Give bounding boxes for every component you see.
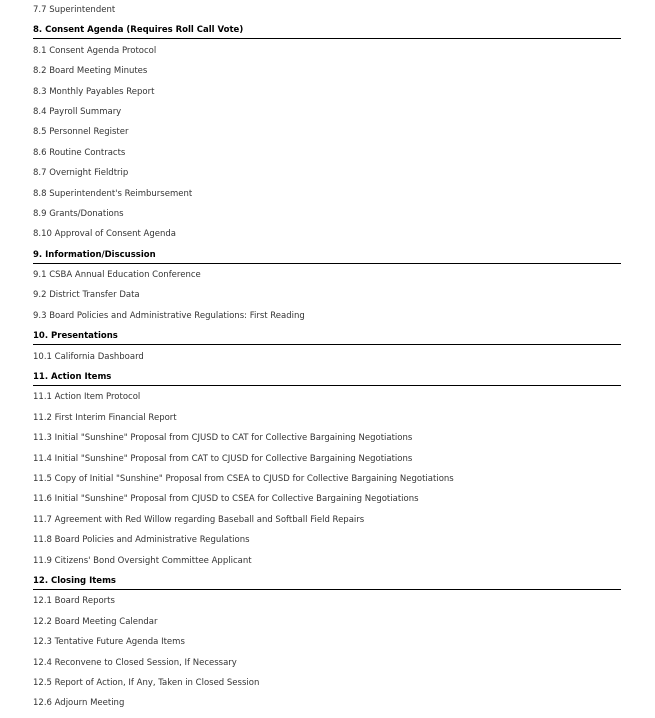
agenda-item: 8.1 Consent Agenda Protocol <box>33 45 157 56</box>
agenda-item: 10.1 California Dashboard <box>33 351 144 362</box>
agenda-item: 8.4 Payroll Summary <box>33 106 122 117</box>
agenda-item: 9.2 District Transfer Data <box>33 290 140 301</box>
agenda-section-header: 8. Consent Agenda (Requires Roll Call Vote) <box>33 25 621 39</box>
agenda-item: 11.2 First Interim Financial Report <box>33 412 177 423</box>
agenda-item: 12.4 Reconvene to Closed Session, If Necessary <box>33 657 237 668</box>
agenda-item: 11.5 Copy of Initial "Sunshine" Proposal from CSEA to CJUSD for Collective Bargaining Negotiations <box>33 473 454 484</box>
agenda-item: 8.5 Personnel Register <box>33 127 129 138</box>
agenda-item: 11.7 Agreement with Red Willow regarding Baseball and Softball Field Repairs <box>33 514 365 525</box>
agenda-item: 7.7 Superintendent <box>33 5 116 15</box>
agenda-item: 12.1 Board Reports <box>33 596 115 607</box>
agenda-section-header: 9. Information/Discussion <box>33 250 621 264</box>
agenda-section-header: 10. Presentations <box>33 331 621 345</box>
agenda-item: 11.8 Board Policies and Administrative Regulations <box>33 535 250 546</box>
agenda-item: 8.2 Board Meeting Minutes <box>33 66 148 77</box>
agenda-item: 8.3 Monthly Payables Report <box>33 86 155 97</box>
agenda-item: 12.6 Adjourn Meeting <box>33 698 125 709</box>
agenda-item: 11.6 Initial "Sunshine" Proposal from CJUSD to CSEA for Collective Bargaining Negotiations <box>33 494 419 505</box>
agenda-item: 8.10 Approval of Consent Agenda <box>33 229 176 240</box>
agenda-item: 11.1 Action Item Protocol <box>33 392 141 403</box>
agenda-item: 9.3 Board Policies and Administrative Regulations: First Reading <box>33 310 305 321</box>
agenda-item: 8.8 Superintendent's Reimbursement <box>33 188 193 199</box>
agenda-item: 8.6 Routine Contracts <box>33 147 126 158</box>
agenda-item: 11.3 Initial "Sunshine" Proposal from CJUSD to CAT for Collective Bargaining Negotiations <box>33 433 413 444</box>
agenda-item: 12.3 Tentative Future Agenda Items <box>33 637 185 648</box>
agenda-item: 11.4 Initial "Sunshine" Proposal from CAT to CJUSD for Collective Bargaining Negotiations <box>33 453 413 464</box>
agenda-item: 9.1 CSBA Annual Education Conference <box>33 270 201 281</box>
agenda-section-header: 11. Action Items <box>33 372 621 386</box>
agenda-item: 8.7 Overnight Fieldtrip <box>33 168 129 179</box>
agenda-item: 12.5 Report of Action, If Any, Taken in Closed Session <box>33 677 260 688</box>
agenda-item: 8.9 Grants/Donations <box>33 208 124 219</box>
agenda-section-header: 12. Closing Items <box>33 576 621 590</box>
agenda-item: 11.9 Citizens' Bond Oversight Committee Applicant <box>33 555 252 566</box>
agenda-item: 12.2 Board Meeting Calendar <box>33 616 158 627</box>
